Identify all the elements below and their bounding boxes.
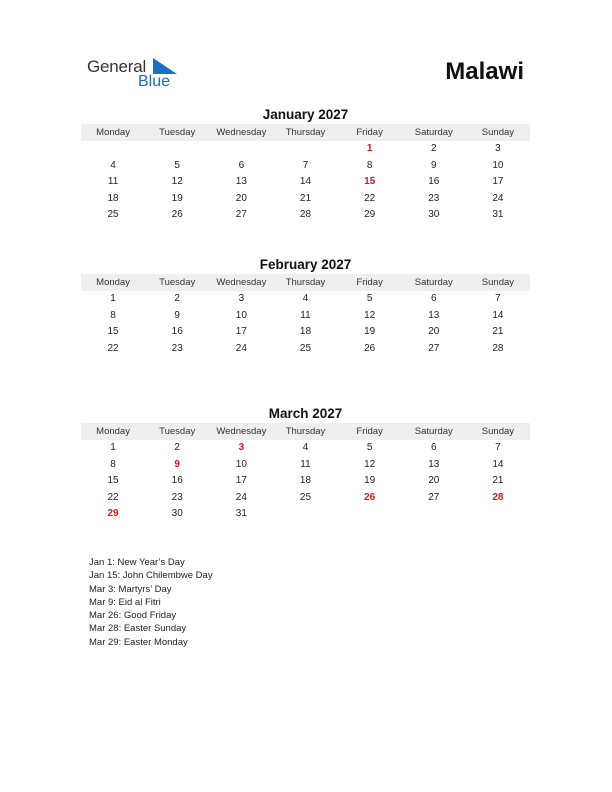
weekday-label: Monday bbox=[96, 127, 130, 138]
day-cell: 19 bbox=[364, 475, 376, 487]
day-cell: 2 bbox=[430, 143, 437, 154]
weekday-label: Friday bbox=[356, 426, 383, 437]
day-cell: 19 bbox=[171, 192, 183, 204]
day-cell: 24 bbox=[492, 192, 504, 204]
day-cell: 25 bbox=[299, 491, 312, 503]
day-cell: 2 bbox=[174, 293, 180, 304]
day-cell: 18 bbox=[299, 326, 312, 338]
day-cell: 8 bbox=[110, 309, 116, 321]
holiday-list-item: Mar 3: Martyrs’ Day bbox=[89, 583, 172, 595]
day-cell bbox=[466, 506, 530, 523]
month-title: February 2027 bbox=[259, 257, 352, 272]
holiday-day-cell: 9 bbox=[174, 458, 180, 470]
day-cell: 3 bbox=[238, 293, 245, 304]
day-cell: 8 bbox=[366, 159, 373, 171]
weekday-label: Thursday bbox=[285, 426, 326, 437]
weekday-label: Sunday bbox=[481, 426, 515, 437]
day-cell: 12 bbox=[171, 176, 183, 188]
day-cell: 11 bbox=[107, 176, 119, 188]
day-cell bbox=[338, 506, 402, 523]
holiday-list-item: Mar 9: Eid al Fitri bbox=[89, 596, 161, 608]
day-cell: 11 bbox=[300, 458, 311, 470]
day-cell: 4 bbox=[302, 442, 309, 453]
day-cell: 20 bbox=[428, 475, 440, 487]
day-cell: 4 bbox=[110, 159, 116, 171]
weekday-label: Saturday bbox=[414, 426, 453, 437]
week-row bbox=[81, 308, 530, 325]
day-cell: 21 bbox=[492, 326, 504, 338]
day-cell: 30 bbox=[428, 209, 440, 221]
day-cell: 30 bbox=[171, 508, 183, 520]
holiday-list-item: Mar 29: Easter Monday bbox=[89, 636, 188, 648]
day-cell: 29 bbox=[364, 209, 376, 221]
week-row bbox=[81, 324, 530, 341]
weekday-label: Saturday bbox=[414, 127, 453, 138]
day-cell: 27 bbox=[428, 342, 440, 354]
day-cell: 28 bbox=[299, 209, 312, 221]
day-cell: 1 bbox=[110, 293, 116, 304]
holiday-day-cell: 29 bbox=[107, 508, 119, 520]
day-cell: 9 bbox=[430, 159, 437, 171]
day-cell: 18 bbox=[299, 475, 312, 487]
day-cell: 1 bbox=[110, 442, 116, 453]
day-cell: 10 bbox=[235, 309, 247, 321]
week-row bbox=[81, 506, 530, 523]
month-title: January 2027 bbox=[262, 107, 349, 122]
week-row bbox=[81, 158, 530, 175]
day-cell: 17 bbox=[235, 326, 247, 338]
weekday-label: Thursday bbox=[285, 277, 326, 288]
day-cell: 4 bbox=[302, 293, 309, 304]
weekday-label: Saturday bbox=[414, 277, 453, 288]
day-cell: 18 bbox=[107, 192, 119, 204]
day-cell: 24 bbox=[235, 342, 247, 354]
day-cell: 13 bbox=[428, 458, 440, 470]
day-cell: 19 bbox=[364, 326, 376, 338]
day-cell: 17 bbox=[492, 176, 504, 188]
holiday-list-item: Jan 1: New Year’s Day bbox=[89, 557, 185, 568]
day-cell: 31 bbox=[492, 209, 504, 221]
weekday-header bbox=[81, 423, 530, 440]
holiday-list-item: Mar 28: Easter Sunday bbox=[89, 623, 187, 635]
day-cell: 20 bbox=[428, 326, 440, 338]
day-cell: 22 bbox=[364, 192, 376, 204]
day-cell: 6 bbox=[238, 159, 245, 171]
weekday-label: Wednesday bbox=[216, 127, 267, 138]
day-cell: 6 bbox=[430, 293, 437, 304]
weekday-label: Tuesday bbox=[159, 426, 196, 437]
day-cell: 28 bbox=[492, 342, 504, 354]
holiday-list-item: Jan 15: John Chilembwe Day bbox=[89, 570, 213, 582]
day-cell: 14 bbox=[492, 458, 504, 470]
weekday-label: Tuesday bbox=[159, 277, 196, 288]
day-cell: 7 bbox=[495, 442, 501, 453]
holiday-day-cell: 3 bbox=[238, 442, 245, 453]
weekday-label: Wednesday bbox=[216, 426, 267, 437]
day-cell: 12 bbox=[364, 309, 376, 321]
month-grid bbox=[81, 440, 530, 523]
holiday-list bbox=[89, 556, 213, 649]
logo-general-text: General bbox=[87, 57, 147, 76]
day-cell bbox=[402, 506, 466, 523]
weekday-label: Sunday bbox=[481, 127, 515, 138]
week-row bbox=[81, 341, 530, 358]
day-cell: 23 bbox=[428, 192, 440, 204]
day-cell: 26 bbox=[171, 209, 183, 221]
week-row bbox=[81, 174, 530, 191]
week-row bbox=[81, 207, 530, 224]
weekday-header bbox=[81, 124, 530, 141]
day-cell: 10 bbox=[492, 159, 504, 171]
week-row bbox=[81, 440, 530, 457]
day-cell: 22 bbox=[107, 491, 119, 503]
weekday-label: Wednesday bbox=[216, 277, 267, 288]
day-cell: 23 bbox=[171, 342, 183, 354]
holiday-day-cell: 28 bbox=[492, 491, 504, 503]
day-cell: 5 bbox=[366, 293, 373, 304]
month-grid bbox=[81, 141, 530, 224]
day-cell: 13 bbox=[428, 309, 440, 321]
weekday-label: Friday bbox=[356, 277, 383, 288]
day-cell: 21 bbox=[299, 192, 312, 204]
day-cell: 20 bbox=[235, 192, 247, 204]
week-row bbox=[81, 141, 530, 158]
day-cell bbox=[81, 141, 145, 158]
day-cell: 26 bbox=[364, 342, 376, 354]
weekday-label: Thursday bbox=[285, 127, 326, 138]
month-grid bbox=[81, 291, 530, 357]
holiday-list-item: Mar 26: Good Friday bbox=[89, 610, 177, 622]
day-cell: 25 bbox=[107, 209, 119, 221]
week-row bbox=[81, 191, 530, 208]
day-cell: 27 bbox=[235, 209, 247, 221]
day-cell: 14 bbox=[299, 176, 312, 188]
day-cell: 8 bbox=[110, 458, 116, 470]
month-january bbox=[81, 106, 530, 224]
day-cell: 21 bbox=[492, 475, 504, 487]
day-cell bbox=[273, 141, 337, 158]
week-row bbox=[81, 291, 530, 308]
day-cell: 16 bbox=[171, 475, 183, 487]
weekday-label: Friday bbox=[356, 127, 383, 138]
day-cell: 7 bbox=[302, 159, 309, 171]
holiday-day-cell: 26 bbox=[364, 491, 376, 503]
day-cell: 17 bbox=[235, 475, 247, 487]
day-cell: 7 bbox=[495, 293, 501, 304]
day-cell: 5 bbox=[366, 442, 373, 453]
day-cell: 9 bbox=[174, 309, 180, 321]
day-cell: 16 bbox=[428, 176, 440, 188]
day-cell: 22 bbox=[107, 342, 119, 354]
weekday-header bbox=[81, 274, 530, 291]
day-cell: 2 bbox=[174, 442, 180, 453]
day-cell: 24 bbox=[235, 491, 247, 503]
holiday-day-cell: 1 bbox=[366, 143, 373, 154]
day-cell: 31 bbox=[235, 508, 247, 520]
logo-triangle-icon bbox=[153, 58, 177, 74]
month-february bbox=[81, 256, 530, 357]
day-cell: 15 bbox=[107, 475, 119, 487]
month-march bbox=[81, 405, 530, 523]
holiday-day-cell: 15 bbox=[364, 176, 376, 188]
day-cell: 16 bbox=[171, 326, 183, 338]
day-cell: 5 bbox=[174, 159, 180, 171]
month-title: March 2027 bbox=[268, 406, 343, 421]
weekday-label: Monday bbox=[96, 277, 130, 288]
day-cell: 6 bbox=[430, 442, 437, 453]
week-row bbox=[81, 457, 530, 474]
day-cell: 15 bbox=[107, 326, 119, 338]
logo bbox=[87, 56, 187, 92]
day-cell bbox=[273, 506, 337, 523]
weekday-label: Tuesday bbox=[159, 127, 196, 138]
week-row bbox=[81, 490, 530, 507]
logo-blue-text: Blue bbox=[138, 73, 171, 90]
day-cell: 14 bbox=[492, 309, 504, 321]
weekday-label: Sunday bbox=[481, 277, 515, 288]
day-cell: 25 bbox=[299, 342, 312, 354]
day-cell: 11 bbox=[300, 309, 311, 321]
day-cell bbox=[145, 141, 209, 158]
week-row bbox=[81, 473, 530, 490]
day-cell bbox=[209, 141, 273, 158]
weekday-label: Monday bbox=[96, 426, 130, 437]
day-cell: 23 bbox=[171, 491, 183, 503]
day-cell: 13 bbox=[235, 176, 247, 188]
day-cell: 10 bbox=[235, 458, 247, 470]
country-title: Malawi bbox=[445, 58, 524, 85]
day-cell: 3 bbox=[495, 143, 501, 154]
day-cell: 27 bbox=[428, 491, 440, 503]
day-cell: 12 bbox=[364, 458, 376, 470]
